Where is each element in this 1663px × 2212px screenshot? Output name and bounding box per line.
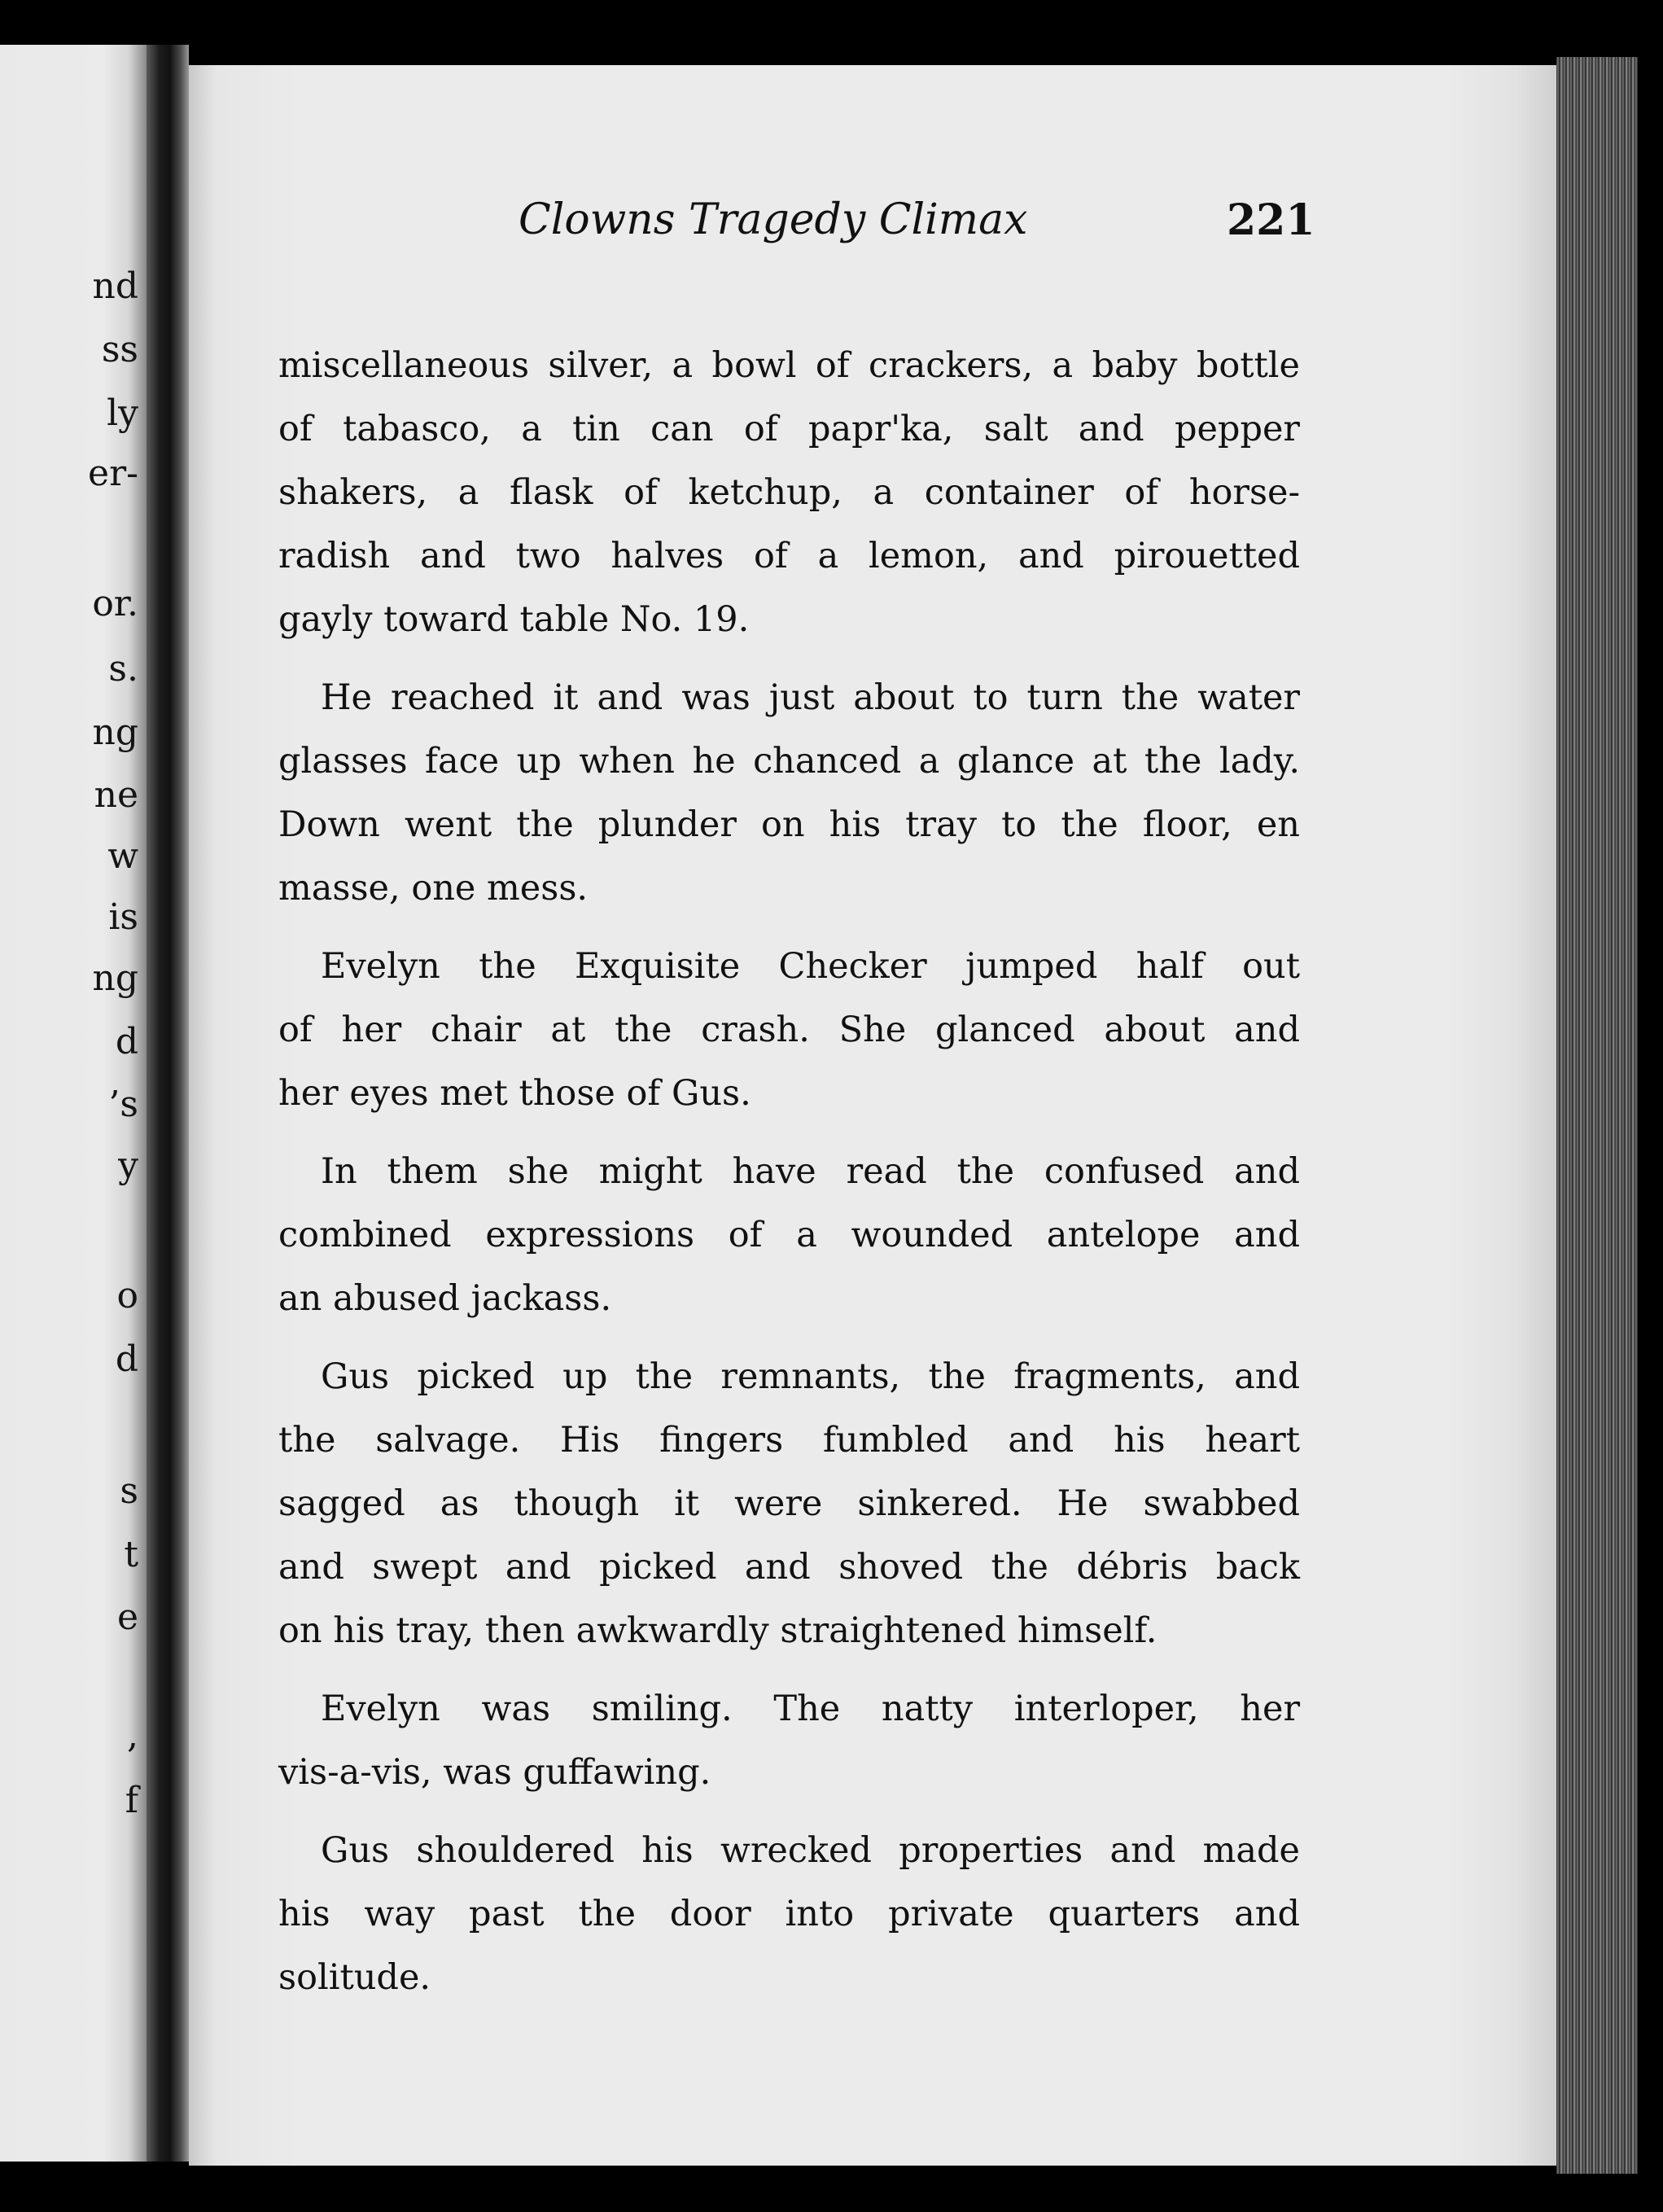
paragraph	[278, 1677, 1300, 1804]
facing-page-fragment: ne	[94, 774, 138, 816]
facing-page-fragment: s	[120, 1470, 138, 1512]
text-line: and swept and picked and shoved the débris back	[278, 1547, 1300, 1588]
running-title: Clowns Tragedy Climax	[519, 195, 1028, 244]
page-edges	[1556, 57, 1638, 2174]
text-line: Gus picked up the remnants, the fragments, and	[321, 1356, 1300, 1397]
facing-page-fragment: o	[116, 1275, 138, 1316]
text-line: her eyes met those of Gus.	[278, 1073, 751, 1114]
facing-page-fragment: w	[107, 835, 138, 877]
facing-page-fragment: is	[108, 896, 138, 938]
text-line: Down went the plunder on his tray to the floor, en	[278, 804, 1300, 845]
text-line: on his tray, then awkwardly straightened himself.	[278, 1610, 1158, 1651]
facing-page-fragment: f	[125, 1780, 138, 1821]
facing-page-fragment: or.	[92, 583, 138, 624]
facing-page-fragment: ’s	[108, 1084, 138, 1125]
text-line: In them she might have read the confused and	[321, 1151, 1300, 1192]
running-head	[189, 195, 1556, 261]
facing-page-fragment: e	[116, 1597, 138, 1638]
text-line: of her chair at the crash. She glanced about and	[278, 1010, 1300, 1050]
text-line: glasses face up when he chanced a glance at the lady.	[278, 741, 1300, 782]
text-line: solitude.	[278, 1957, 431, 1998]
paragraph	[278, 1140, 1300, 1330]
facing-page-fragment: nd	[92, 265, 138, 307]
paragraph	[278, 935, 1300, 1125]
text-line: an abused jackass.	[278, 1278, 612, 1319]
facing-page-fragment: er-	[88, 453, 138, 494]
text-line: shakers, a flask of ketchup, a container of horse-	[278, 472, 1300, 513]
facing-page-fragment: d	[115, 1338, 138, 1380]
facing-page-fragment: ss	[101, 329, 138, 370]
facing-page-fragment: s.	[108, 648, 138, 690]
text-line: Evelyn the Exquisite Checker jumped half out	[321, 946, 1300, 987]
facing-page-fragment: t	[124, 1534, 138, 1575]
facing-page-fragment: ,	[127, 1715, 138, 1756]
text-line: gayly toward table No. 19.	[278, 599, 750, 640]
text-line: He reached it and was just about to turn the water	[321, 677, 1300, 718]
text-line: his way past the door into private quarters and	[278, 1894, 1300, 1934]
text-line: the salvage. His fingers fumbled and his heart	[278, 1420, 1300, 1461]
facing-page-fragment: ly	[107, 392, 138, 434]
text-line: sagged as though it were sinkered. He swabbed	[278, 1483, 1300, 1524]
text-line: radish and two halves of a lemon, and pirouetted	[278, 536, 1300, 576]
text-line: miscellaneous silver, a bowl of crackers, a baby bottle	[278, 345, 1300, 386]
paragraph	[278, 666, 1300, 920]
text-line: Evelyn was smiling. The natty interloper, her	[321, 1689, 1300, 1729]
text-line: of tabasco, a tin can of papr'ka, salt and pepper	[278, 409, 1300, 449]
facing-page-fragment: ng	[92, 957, 138, 999]
paragraph	[278, 334, 1300, 651]
facing-page-text	[0, 45, 147, 2162]
page-number: 221	[1227, 195, 1315, 245]
facing-page-fragment: y	[118, 1145, 138, 1186]
text-line: vis-a-vis, was guffawing.	[278, 1752, 711, 1793]
paragraph	[278, 1345, 1300, 1662]
facing-page-fragment: d	[115, 1021, 138, 1062]
text-line: Gus shouldered his wrecked properties and made	[321, 1830, 1300, 1871]
facing-page	[0, 45, 147, 2162]
page	[189, 65, 1556, 2166]
paragraph	[278, 1819, 1300, 2009]
facing-page-fragment: ng	[92, 712, 138, 753]
text-line: combined expressions of a wounded antelope and	[278, 1215, 1300, 1255]
body-text	[278, 334, 1300, 2024]
text-line: masse, one mess.	[278, 868, 589, 909]
book-gutter	[147, 45, 189, 2162]
